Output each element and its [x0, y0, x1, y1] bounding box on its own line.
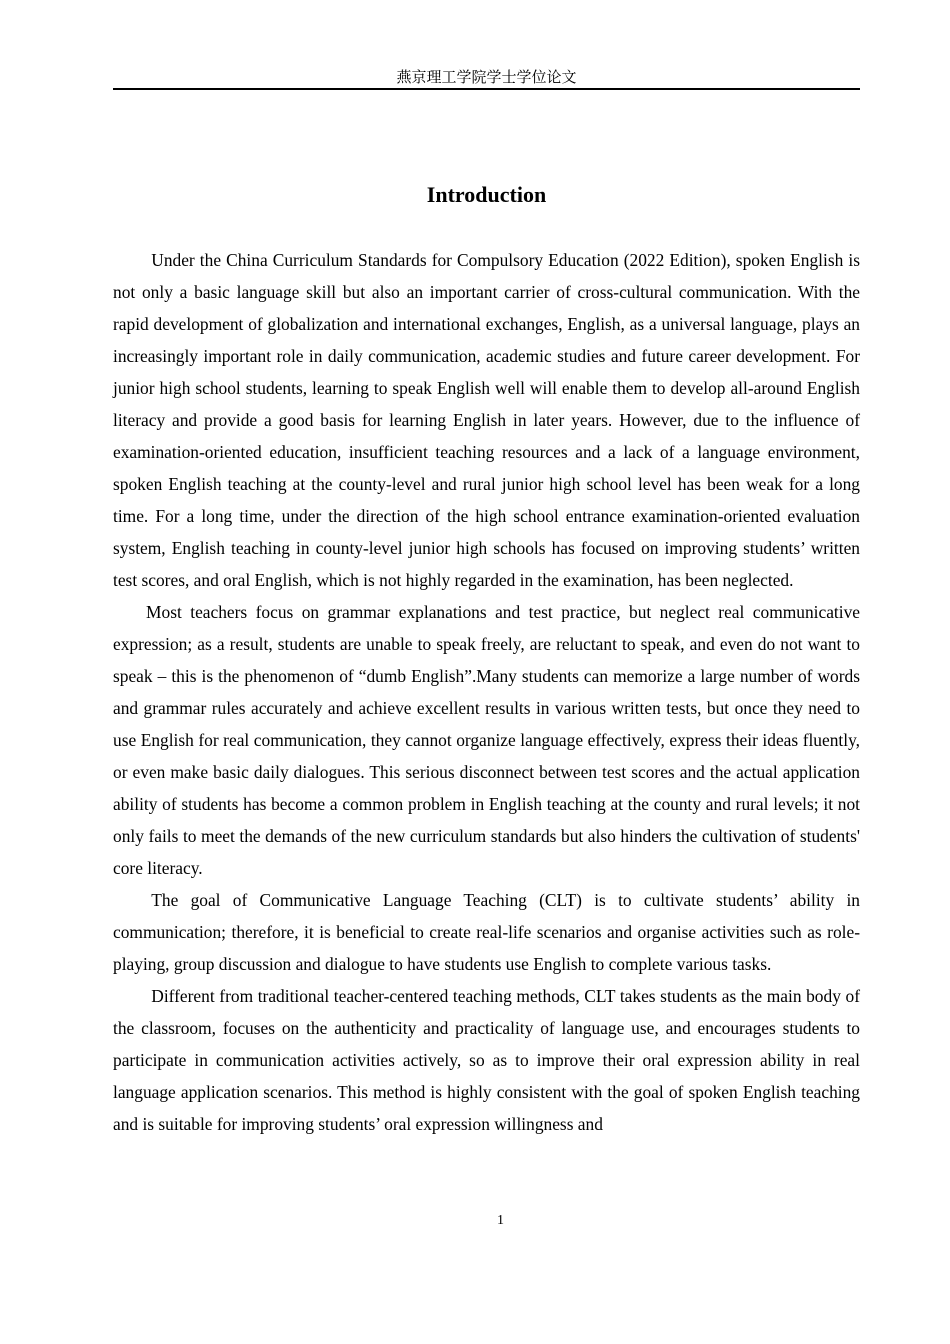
page-number: 1 [497, 1213, 504, 1228]
header-title: 燕京理工学院学士学位论文 [396, 68, 577, 86]
body-text [113, 244, 860, 1140]
page-header [113, 66, 860, 90]
section-title: Introduction [426, 182, 547, 207]
paragraph: Under the China Curriculum Standards for Compulsory Education (2022 Edition), spoken English is not only a basic language skill but also an important carrier of cross-cultural communication. With the rapid development of globalization and international exchanges, English, as a universal language, plays an increasingly important role in daily communication, academic studies and future career development. For junior high school students, learning to speak English well will enable them to develop all-around English literacy and provide a good basis for learning English in later years. However, due to the influence of examination-oriented education, insufficient teaching resources and a lack of a language environment, spoken English teaching at the county-level and rural junior high school level has been weak for a long time. For a long time, under the direction of the high school entrance examination-oriented evaluation system, English teaching in county-level junior high schools has focused on improving students’ written test scores, and oral English, which is not highly regarded in the examination, has been neglected. [113, 250, 860, 590]
paragraph: Different from traditional teacher-centered teaching methods, CLT takes students as the main body of the classroom, focuses on the authenticity and practicality of language use, and encourages students to participate in communication activities actively, so as to improve their oral expression ability in real language application scenarios. This method is highly consistent with the goal of spoken English teaching and is suitable for improving students’ oral expression willingness and [113, 986, 860, 1134]
paragraph: The goal of Communicative Language Teaching (CLT) is to cultivate students’ ability in communication; therefore, it is beneficial to create real-life scenarios and organise activities such as role-playing, group discussion and dialogue to have students use English to complete various tasks. [113, 890, 860, 974]
paragraph: Most teachers focus on grammar explanations and test practice, but neglect real communicative expression; as a result, students are unable to speak freely, are reluctant to speak, and even do not want to speak – this is the phenomenon of “dumb English”.Many students can memorize a large number of words and grammar rules accurately and achieve excellent results in various written tests, but once they need to use English for real communication, they cannot organize language effectively, express their ideas fluently, or even make basic daily dialogues. This serious disconnect between test scores and the actual application ability of students has become a common problem in English teaching at the county and rural levels; it not only fails to meet the demands of the new curriculum standards but also hinders the cultivation of students' core literacy. [113, 602, 860, 878]
